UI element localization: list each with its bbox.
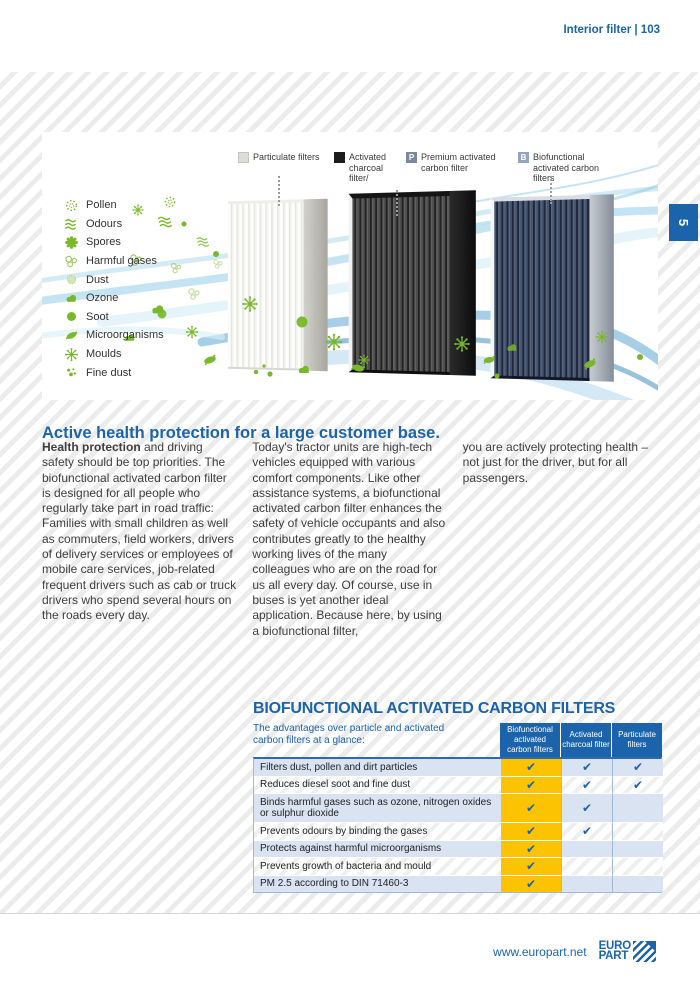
contaminant-label: Moulds <box>86 348 122 361</box>
check-cell <box>561 841 612 859</box>
europart-logo <box>599 941 656 962</box>
legend-item-particulate <box>238 152 322 163</box>
check-cell: ✔ <box>561 794 612 823</box>
check-cell: ✔ <box>501 841 561 859</box>
list-item <box>64 363 164 382</box>
list-item <box>64 196 164 215</box>
check-cell <box>612 794 663 823</box>
check-cell: ✔ <box>612 759 663 777</box>
contaminant-label: Fine dust <box>86 366 132 379</box>
harmful-gases-icon <box>64 254 79 269</box>
check-cell: ✔ <box>561 777 612 795</box>
contaminant-label: Harmful gases <box>86 255 157 268</box>
odours-icon <box>64 216 79 231</box>
check-cell: ✔ <box>501 759 561 777</box>
hero-image-panel <box>42 132 658 400</box>
table-row-label: Filters dust, pollen and dirt particles <box>254 759 501 777</box>
microorganisms-icon <box>64 328 79 343</box>
legend-label: Biofunctional activated carbon filters <box>533 152 600 184</box>
table-row-label: PM 2.5 according to DIN 71460-3 <box>254 876 501 893</box>
comparison-subtitle: The advantages over particle and activated carbon filters at a glance: <box>253 723 445 746</box>
section-tab <box>669 204 698 241</box>
check-cell: ✔ <box>561 823 612 841</box>
comparison-section <box>253 700 662 893</box>
charcoal-swatch-icon <box>334 152 345 163</box>
section-tab-number: 5 <box>675 218 691 227</box>
dotted-leader-line <box>278 176 280 206</box>
check-cell <box>612 858 663 876</box>
spores-icon <box>64 235 79 250</box>
table-row-label: Reduces diesel soot and fine dust <box>254 777 501 795</box>
legend-item-premium <box>406 152 498 173</box>
contaminant-label: Odours <box>86 217 123 230</box>
logo-line-1: EURO <box>598 940 631 952</box>
biofunctional-swatch-icon: B <box>518 152 529 163</box>
page-footer <box>493 941 656 962</box>
comparison-title: BIOFUNCTIONAL ACTIVATED CARBON FILTERS <box>253 700 616 717</box>
list-item <box>64 252 164 271</box>
check-cell: ✔ <box>501 823 561 841</box>
legend-label: Activated charcoal filter/ <box>349 152 387 184</box>
page-header-reference: Interior filter | 103 <box>563 24 660 36</box>
table-row-label: Binds harmful gases such as ozone, nitrogen oxides or sulphur dioxide <box>254 794 501 823</box>
check-cell <box>612 876 663 893</box>
moulds-icon <box>64 347 79 362</box>
article-column-2: Today's tractor units are high-tech vehicles equipped with various comfort components. Like other assistance systems, a biofunctional activated carbon filter enhances the safety of vehicle occupants and also contributes greatly to the healthy working lives of the many colleagues who are on the road for us all every day. Of course, use in buses is yet another ideal application. Because here, by using a biofunctional filter, <box>252 440 446 638</box>
check-cell: ✔ <box>612 777 663 795</box>
ozone-icon <box>64 291 79 306</box>
europart-logo-text <box>599 942 631 961</box>
check-cell: ✔ <box>501 858 561 876</box>
article-column-1-text: and driving safety should be top priorities. The biofunctional activated carbon filter is designed for all people who regularly take part in road traffic: Families with small children as well as commuters, field workers, drivers of delivery services or employees of mobile care services, job-related frequent drivers such as cab or truck drivers who spend several hours on the roads every day. <box>42 440 237 623</box>
pollen-icon <box>64 198 79 213</box>
column-header-charcoal: Activated charcoal filter <box>560 723 611 757</box>
contaminant-label: Soot <box>86 310 109 323</box>
article-lead-in: Health protection <box>42 440 141 454</box>
check-cell <box>561 876 612 893</box>
check-cell <box>612 841 663 859</box>
contaminant-label: Spores <box>86 236 121 249</box>
list-item <box>64 345 164 364</box>
article-column-3: you are actively protecting health – not just for the driver, but for all passengers. <box>462 440 649 485</box>
legend-label: Particulate filters <box>253 152 320 162</box>
contaminant-label: Pollen <box>86 199 117 212</box>
fine-dust-icon <box>64 365 79 380</box>
column-header-biofunctional: Biofunctional activated carbon filters <box>500 723 560 757</box>
logo-line-2: PART <box>598 949 629 962</box>
article-column-1 <box>42 440 237 639</box>
website-link[interactable]: www.europart.net <box>493 944 587 959</box>
legend-item-charcoal <box>334 152 404 184</box>
check-cell <box>612 823 663 841</box>
column-header-particulate: Particulate filters <box>611 723 662 757</box>
check-cell: ✔ <box>561 759 612 777</box>
check-cell: ✔ <box>501 876 561 893</box>
europart-logo-icon <box>633 941 656 962</box>
dotted-leader-line <box>550 176 552 204</box>
table-row-label: Prevents odours by binding the gases <box>254 823 501 841</box>
contaminant-label: Dust <box>86 273 109 286</box>
list-item <box>64 270 164 289</box>
page-title: Active health protection for a large customer base. <box>42 423 440 442</box>
list-item <box>64 308 164 327</box>
contaminant-label: Microorganisms <box>86 329 164 342</box>
check-cell: ✔ <box>501 794 561 823</box>
dust-icon <box>64 272 79 287</box>
contaminant-label: Ozone <box>86 292 119 305</box>
table-row-label: Prevents growth of bacteria and mould <box>254 858 501 876</box>
premium-swatch-icon: P <box>406 152 417 163</box>
check-cell <box>561 858 612 876</box>
comparison-table-body <box>253 757 662 893</box>
contaminant-list <box>64 196 164 382</box>
legend-item-biofunctional <box>518 152 622 184</box>
soot-icon <box>64 309 79 324</box>
list-item <box>64 289 164 308</box>
comparison-table <box>253 723 662 893</box>
legend-label: Premium activated carbon filter <box>421 152 496 173</box>
table-row-label: Protects against harmful microorganisms <box>254 841 501 859</box>
article-columns <box>42 440 658 639</box>
list-item <box>64 215 164 234</box>
check-cell: ✔ <box>501 777 561 795</box>
dotted-leader-line <box>396 190 398 216</box>
list-item <box>64 326 164 345</box>
list-item <box>64 233 164 252</box>
particulate-swatch-icon <box>238 152 249 163</box>
